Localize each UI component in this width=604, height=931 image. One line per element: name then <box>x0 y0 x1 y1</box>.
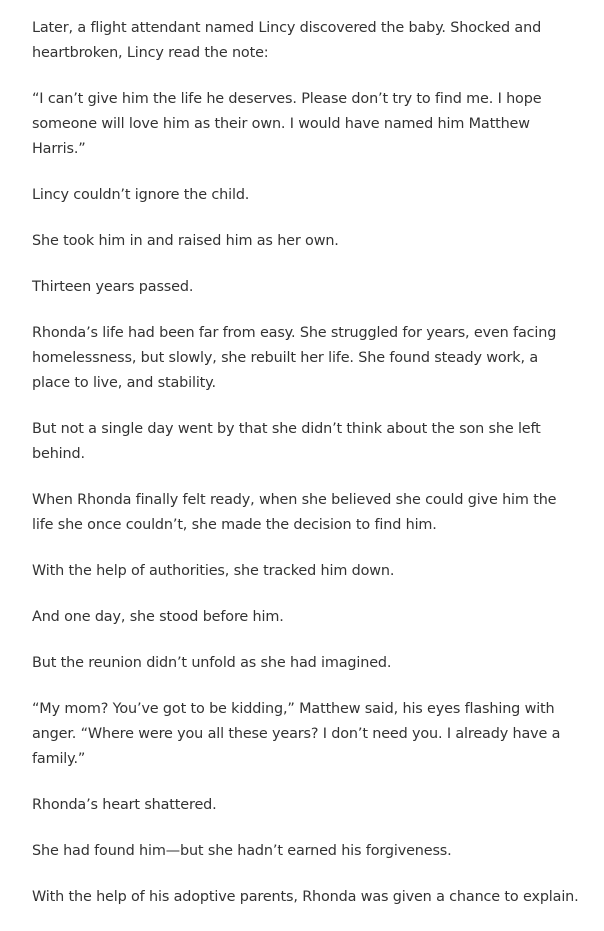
article-paragraph: But the reunion didn’t unfold as she had imagined. <box>32 655 392 671</box>
article-paragraph: With the help of authorities, she tracked him down. <box>32 563 395 579</box>
article-paragraph: And one day, she stood before him. <box>32 609 284 625</box>
article-paragraph: Rhonda’s life had been far from easy. She struggled for years, even facing homelessness, but slowly, she rebuilt her life. She found steady work, a place to live, and stability. <box>32 325 557 391</box>
article-paragraph: Lincy couldn’t ignore the child. <box>32 187 250 203</box>
article-paragraph: She had found him—but she hadn’t earned his forgiveness. <box>32 843 452 859</box>
article-body <box>32 16 580 931</box>
article-paragraph: Thirteen years passed. <box>32 279 194 295</box>
article-paragraph: “I can’t give him the life he deserves. Please don’t try to find me. I hope someone will love him as their own. I would have named him Matthew Harris.” <box>32 91 542 157</box>
article-paragraph: She took him in and raised him as her own. <box>32 233 339 249</box>
article-paragraph: Later, a flight attendant named Lincy discovered the baby. Shocked and heartbroken, Lincy read the note: <box>32 20 542 61</box>
article-paragraph: When Rhonda finally felt ready, when she believed she could give him the life she once couldn’t, she made the decision to find him. <box>32 492 557 533</box>
article-paragraph: But not a single day went by that she didn’t think about the son she left behind. <box>32 421 541 462</box>
article-paragraph: Rhonda’s heart shattered. <box>32 797 217 813</box>
article-paragraph: “My mom? You’ve got to be kidding,” Matthew said, his eyes flashing with anger. “Where were you all these years? I don’t need you. I already have a family.” <box>32 701 561 767</box>
article-paragraph: With the help of his adoptive parents, Rhonda was given a chance to explain. <box>32 889 579 905</box>
